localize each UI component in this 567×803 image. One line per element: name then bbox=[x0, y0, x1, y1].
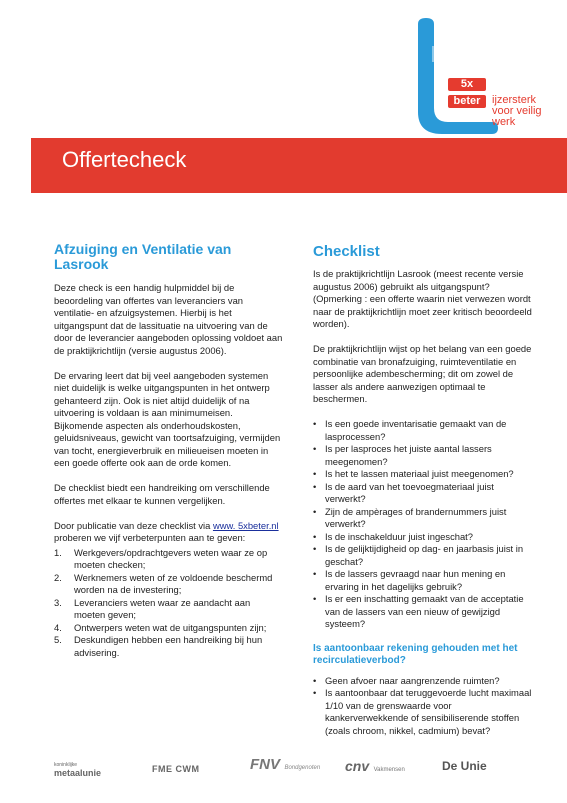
list-item bbox=[54, 597, 284, 622]
list-item-text: Werkgevers/opdrachtgevers weten waar ze op moeten checken; bbox=[74, 546, 268, 570]
checklist-paragraph: De checklist biedt een handreiking om verschillende offertes met elkaar te kunnen vergelijken. bbox=[54, 482, 270, 506]
checklist-item: • Is de lassers gevraagd naar hun mening en ervaring in het dagelijks gebruik? bbox=[313, 568, 533, 593]
checklist-item: • Zijn de ampèrages of brandernummers juist verwerkt? bbox=[313, 506, 533, 531]
metaalunie-logo bbox=[54, 762, 101, 778]
checklist-item: • Is het te lassen materiaal juist meegenomen? bbox=[313, 468, 533, 481]
list-item bbox=[54, 547, 284, 572]
slogan-line: werk bbox=[492, 116, 516, 128]
metaalunie-small-text: koninklijke bbox=[54, 762, 78, 768]
list-number: 2. bbox=[54, 571, 62, 583]
fme-cwm-logo: FME CWM bbox=[152, 764, 200, 774]
checklist-item: • Is de gelijktijdigheid op dag- en jaarbasis juist in geschat? bbox=[313, 543, 533, 568]
guideline-explanation: De praktijkrichtlijn wijst op het belang van een goede combinatie van bronafzuiging, ruimteventilatie en persoonlijke adembescherming; dit om zowel de lasser als andere aanwezigen optimaal te beschermen. bbox=[313, 343, 532, 404]
checklist-item: • Is aantoonbaar dat teruggevoerde lucht maximaal 1/10 van de grenswaarde voor kankerverwekkende of sensibiliserende stoffen (zoals chroom, nikkel, cadmium) bevat? bbox=[313, 687, 533, 737]
publication-paragraph bbox=[54, 520, 284, 545]
right-column bbox=[313, 244, 533, 743]
list-item-text: Leveranciers weten waar ze aandacht aan moeten geven; bbox=[74, 596, 251, 620]
cnv-logo bbox=[345, 758, 405, 776]
list-number: 1. bbox=[54, 546, 62, 558]
list-item-text: Ontwerpers weten wat de uitgangspunten zijn; bbox=[74, 621, 267, 633]
intro-paragraph: Deze check is een handig hulpmiddel bij de beoordeling van offertes van leveranciers van ventilatie- en afzuigsystemen. Hierbij is het uitgangspunt dat de lassituatie na uitvoering van de door de leverancier aangeboden oplossing voldoet aan de praktijkrichtlijn (versie augustus 2006). bbox=[54, 282, 283, 356]
list-item-text: Werknemers weten of ze voldoende beschermd worden na de investering; bbox=[74, 571, 273, 595]
partner-logos bbox=[0, 752, 567, 792]
publication-text-before: Door publicatie van deze checklist via bbox=[54, 519, 213, 531]
slogan-line: voor veilig bbox=[492, 105, 542, 117]
list-item bbox=[54, 572, 284, 597]
logo-badge-5x: 5x bbox=[448, 78, 486, 91]
recirculation-bullets bbox=[313, 675, 533, 738]
cnv-sub-text: Vakmensen bbox=[373, 767, 405, 773]
checklist-item: • Geen afvoer naar aangrenzende ruimten? bbox=[313, 675, 533, 688]
list-item bbox=[54, 634, 284, 659]
improvement-list bbox=[54, 547, 284, 660]
checklist-item: • Is de aard van het toevoegmateriaal juist verwerkt? bbox=[313, 481, 533, 506]
list-item bbox=[54, 622, 284, 635]
left-heading: Afzuiging en Ventilatie van Lasrook bbox=[54, 241, 232, 272]
checklist-heading: Checklist bbox=[313, 243, 380, 260]
checklist-item: • Is een goede inventarisatie gemaakt van de lasprocessen? bbox=[313, 418, 533, 443]
logo-badge-beter: beter bbox=[448, 95, 486, 108]
website-link[interactable]: www. 5xbeter.nl bbox=[212, 519, 279, 531]
list-item-text: Deskundigen hebben een handreiking bij hun advisering. bbox=[74, 634, 263, 658]
slogan-line: ijzersterk bbox=[492, 94, 537, 106]
left-column bbox=[54, 242, 284, 659]
checklist-item: • Is er een inschatting gemaakt van de acceptatie van de lassers van een nieuw of gewijzigd systeem? bbox=[313, 593, 533, 631]
fnv-logo bbox=[250, 756, 320, 774]
logo-slogan bbox=[492, 95, 562, 128]
de-unie-logo: De Unie bbox=[442, 759, 487, 773]
fnv-text: FNV bbox=[250, 756, 280, 773]
publication-text-after: proberen we vijf verbeterpunten aan te geven: bbox=[54, 532, 246, 543]
recirculation-subheading: Is aantoonbaar rekening gehouden met het recirculatieverbod? bbox=[313, 642, 518, 666]
cnv-text: cnv bbox=[345, 758, 370, 774]
checklist-bullets bbox=[313, 418, 533, 631]
checklist-item: • Is de inschakelduur juist ingeschat? bbox=[313, 531, 533, 544]
metaalunie-text: metaalunie bbox=[54, 768, 102, 778]
list-number: 3. bbox=[54, 596, 62, 608]
fnv-sub-text: Bondgenoten bbox=[284, 765, 321, 771]
list-number: 5. bbox=[54, 634, 62, 645]
experience-paragraph: De ervaring leert dat bij veel aangeboden systemen niet duidelijk is welke uitgangspunten in het ontwerp gehanteerd zijn. Ook is niet altijd duidelijk of na uitvoering is voldaan is aan minimumeisen. Bijkomende aspecten als onderhoudskosten, geluidsniveaus, gewicht van toortsafzuiging, vermijden van tocht, energieverbruik en milieueisen moeten in een goede offerte ook aan de orde komen. bbox=[54, 369, 281, 468]
checklist-item: • Is per lasproces het juiste aantal lassers meegenomen? bbox=[313, 443, 533, 468]
list-number: 4. bbox=[54, 621, 62, 633]
page-title: Offertecheck bbox=[62, 147, 187, 172]
guideline-question: Is de praktijkrichtlijn Lasrook (meest recente versie augustus 2006) gebruikt als uitgangspunt? (Opmerking : een offerte waarin niet verwezen wordt naar de praktijkrichtlijn moet zeer kritisch beoordeeld worden). bbox=[313, 268, 532, 329]
